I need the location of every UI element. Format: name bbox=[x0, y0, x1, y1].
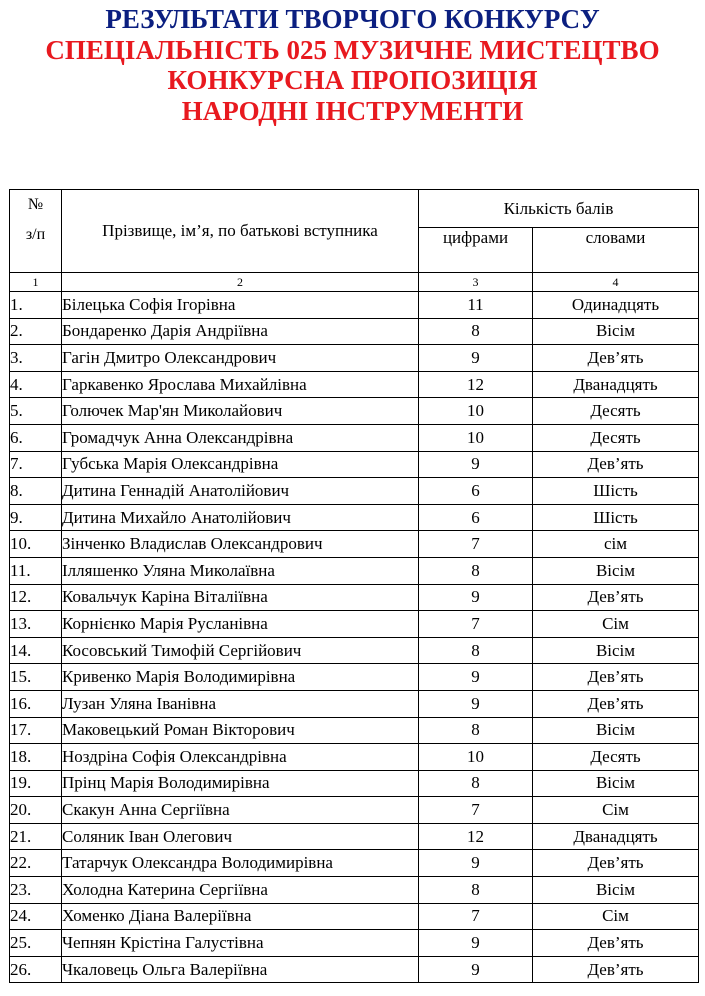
column-header-name: Прізвище, ім’я, по батькові вступника bbox=[62, 190, 419, 273]
row-name-cell: Голючек Мар'ян Миколайович bbox=[62, 398, 419, 425]
row-name-cell: Дитина Геннадій Анатолійович bbox=[62, 478, 419, 505]
table-row bbox=[10, 531, 699, 558]
title-specialty: СПЕЦІАЛЬНІСТЬ 025 МУЗИЧНЕ МИСТЕЦТВО bbox=[45, 34, 660, 65]
row-score-digits-cell: 9 bbox=[419, 584, 533, 611]
row-name-cell: Дитина Михайло Анатолійович bbox=[62, 504, 419, 531]
row-number-cell: 10. bbox=[10, 531, 62, 558]
row-score-digits-cell: 9 bbox=[419, 850, 533, 877]
row-score-words-cell: Дев’ять bbox=[533, 956, 699, 983]
row-name-cell: Чепнян Крістіна Галустівна bbox=[62, 930, 419, 957]
row-name-cell: Громадчук Анна Олександрівна bbox=[62, 424, 419, 451]
row-number-cell: 7. bbox=[10, 451, 62, 478]
table-row bbox=[10, 770, 699, 797]
row-name-cell: Кривенко Марія Володимирівна bbox=[62, 664, 419, 691]
table-row bbox=[10, 424, 699, 451]
row-score-digits-cell: 10 bbox=[419, 744, 533, 771]
row-name-cell: Губська Марія Олександрівна bbox=[62, 451, 419, 478]
row-number-cell: 20. bbox=[10, 797, 62, 824]
row-score-digits-cell: 7 bbox=[419, 611, 533, 638]
row-score-words-cell: Вісім bbox=[533, 318, 699, 345]
column-header-number bbox=[10, 190, 62, 273]
row-score-digits-cell: 10 bbox=[419, 398, 533, 425]
row-number-cell: 14. bbox=[10, 637, 62, 664]
row-name-cell: Гаркавенко Ярослава Михайлівна bbox=[62, 371, 419, 398]
row-score-words-cell: Сім bbox=[533, 903, 699, 930]
column-header-number-abbr: з/п bbox=[25, 226, 46, 243]
table-row bbox=[10, 345, 699, 372]
row-number-cell: 1. bbox=[10, 292, 62, 319]
row-name-cell: Зінченко Владислав Олександрович bbox=[62, 531, 419, 558]
row-name-cell: Хоменко Діана Валеріївна bbox=[62, 903, 419, 930]
table-row bbox=[10, 930, 699, 957]
row-score-digits-cell: 9 bbox=[419, 345, 533, 372]
row-score-words-cell: Дев’ять bbox=[533, 345, 699, 372]
row-score-words-cell: Сім bbox=[533, 797, 699, 824]
row-score-digits-cell: 9 bbox=[419, 451, 533, 478]
row-name-cell: Ковальчук Каріна Віталіївна bbox=[62, 584, 419, 611]
table-row bbox=[10, 956, 699, 983]
table-row bbox=[10, 557, 699, 584]
title-proposal: КОНКУРСНА ПРОПОЗИЦІЯ bbox=[167, 65, 538, 95]
title-results: РЕЗУЛЬТАТИ ТВОРЧОГО КОНКУРСУ bbox=[105, 4, 600, 34]
row-score-words-cell: Дев’ять bbox=[533, 451, 699, 478]
row-name-cell: Маковецький Роман Вікторович bbox=[62, 717, 419, 744]
row-number-cell: 24. bbox=[10, 903, 62, 930]
row-score-words-cell: Дванадцять bbox=[533, 823, 699, 850]
table-row bbox=[10, 318, 699, 345]
row-name-cell: Чкаловець Ольга Валеріївна bbox=[62, 956, 419, 983]
table-row bbox=[10, 797, 699, 824]
table-row bbox=[10, 398, 699, 425]
row-score-words-cell: Шість bbox=[533, 478, 699, 505]
row-number-cell: 12. bbox=[10, 584, 62, 611]
row-score-words-cell: Одинадцять bbox=[533, 292, 699, 319]
row-score-words-cell: Вісім bbox=[533, 637, 699, 664]
row-number-cell: 13. bbox=[10, 611, 62, 638]
row-number-cell: 21. bbox=[10, 823, 62, 850]
row-score-words-cell: Вісім bbox=[533, 877, 699, 904]
table-body bbox=[10, 273, 699, 983]
row-name-cell: Гагін Дмитро Олександрович bbox=[62, 345, 419, 372]
row-score-words-cell: Дев’ять bbox=[533, 664, 699, 691]
column-index-row bbox=[10, 273, 699, 292]
row-number-cell: 25. bbox=[10, 930, 62, 957]
table-row bbox=[10, 744, 699, 771]
row-score-words-cell: Вісім bbox=[533, 717, 699, 744]
table-row bbox=[10, 690, 699, 717]
row-score-words-cell: Десять bbox=[533, 424, 699, 451]
row-score-digits-cell: 10 bbox=[419, 424, 533, 451]
row-name-cell: Прінц Марія Володимирівна bbox=[62, 770, 419, 797]
row-name-cell: Ноздріна Софія Олександрівна bbox=[62, 744, 419, 771]
row-score-digits-cell: 8 bbox=[419, 318, 533, 345]
row-name-cell: Скакун Анна Сергіївна bbox=[62, 797, 419, 824]
row-number-cell: 17. bbox=[10, 717, 62, 744]
column-header-score-group: Кількість балів bbox=[419, 190, 699, 228]
row-score-digits-cell: 9 bbox=[419, 930, 533, 957]
results-table bbox=[9, 189, 699, 983]
row-number-cell: 15. bbox=[10, 664, 62, 691]
row-score-digits-cell: 11 bbox=[419, 292, 533, 319]
row-name-cell: Корнієнко Марія Русланівна bbox=[62, 611, 419, 638]
row-score-digits-cell: 12 bbox=[419, 823, 533, 850]
column-header-digits: цифрами bbox=[419, 228, 533, 273]
title-instruments: НАРОДНІ ІНСТРУМЕНТИ bbox=[181, 95, 524, 126]
table-row bbox=[10, 877, 699, 904]
column-index-cell: 4 bbox=[533, 273, 699, 292]
row-score-digits-cell: 7 bbox=[419, 531, 533, 558]
row-score-digits-cell: 6 bbox=[419, 504, 533, 531]
column-header-words: словами bbox=[533, 228, 699, 273]
column-header-number-symbol: № bbox=[27, 196, 44, 213]
row-name-cell: Холодна Катерина Сергіївна bbox=[62, 877, 419, 904]
row-score-digits-cell: 9 bbox=[419, 690, 533, 717]
row-number-cell: 11. bbox=[10, 557, 62, 584]
column-index-cell: 3 bbox=[419, 273, 533, 292]
table-row bbox=[10, 637, 699, 664]
row-number-cell: 6. bbox=[10, 424, 62, 451]
row-number-cell: 4. bbox=[10, 371, 62, 398]
row-name-cell: Косовський Тимофій Сергійович bbox=[62, 637, 419, 664]
table-row bbox=[10, 717, 699, 744]
table-row bbox=[10, 823, 699, 850]
table-row bbox=[10, 903, 699, 930]
row-number-cell: 26. bbox=[10, 956, 62, 983]
row-score-words-cell: Вісім bbox=[533, 770, 699, 797]
row-number-cell: 23. bbox=[10, 877, 62, 904]
row-score-digits-cell: 9 bbox=[419, 956, 533, 983]
row-score-words-cell: Дев’ять bbox=[533, 584, 699, 611]
row-score-words-cell: Сім bbox=[533, 611, 699, 638]
page-heading bbox=[0, 4, 705, 126]
row-score-words-cell: Дванадцять bbox=[533, 371, 699, 398]
row-score-digits-cell: 8 bbox=[419, 637, 533, 664]
row-score-digits-cell: 6 bbox=[419, 478, 533, 505]
row-score-words-cell: Дев’ять bbox=[533, 930, 699, 957]
row-score-digits-cell: 8 bbox=[419, 877, 533, 904]
row-score-words-cell: Шість bbox=[533, 504, 699, 531]
row-name-cell: Ілляшенко Уляна Миколаївна bbox=[62, 557, 419, 584]
row-number-cell: 5. bbox=[10, 398, 62, 425]
row-score-words-cell: Вісім bbox=[533, 557, 699, 584]
row-number-cell: 16. bbox=[10, 690, 62, 717]
row-score-digits-cell: 8 bbox=[419, 557, 533, 584]
row-score-words-cell: Десять bbox=[533, 398, 699, 425]
row-score-digits-cell: 7 bbox=[419, 903, 533, 930]
row-name-cell: Лузан Уляна Іванівна bbox=[62, 690, 419, 717]
row-number-cell: 19. bbox=[10, 770, 62, 797]
table-header-row bbox=[10, 190, 699, 228]
table-row bbox=[10, 478, 699, 505]
table-row bbox=[10, 664, 699, 691]
column-index-cell: 1 bbox=[10, 273, 62, 292]
row-score-words-cell: Десять bbox=[533, 744, 699, 771]
row-score-digits-cell: 8 bbox=[419, 770, 533, 797]
row-score-words-cell: Дев’ять bbox=[533, 850, 699, 877]
row-number-cell: 18. bbox=[10, 744, 62, 771]
row-name-cell: Татарчук Олександра Володимирівна bbox=[62, 850, 419, 877]
table-row bbox=[10, 584, 699, 611]
row-score-digits-cell: 12 bbox=[419, 371, 533, 398]
row-score-digits-cell: 7 bbox=[419, 797, 533, 824]
row-number-cell: 3. bbox=[10, 345, 62, 372]
table-row bbox=[10, 611, 699, 638]
row-score-digits-cell: 9 bbox=[419, 664, 533, 691]
row-score-words-cell: сім bbox=[533, 531, 699, 558]
column-index-cell: 2 bbox=[62, 273, 419, 292]
row-number-cell: 9. bbox=[10, 504, 62, 531]
table-row bbox=[10, 850, 699, 877]
row-name-cell: Бондаренко Дарія Андріївна bbox=[62, 318, 419, 345]
row-name-cell: Соляник Іван Олегович bbox=[62, 823, 419, 850]
table-row bbox=[10, 451, 699, 478]
table-row bbox=[10, 504, 699, 531]
row-number-cell: 22. bbox=[10, 850, 62, 877]
row-name-cell: Білецька Софія Ігорівна bbox=[62, 292, 419, 319]
row-score-words-cell: Дев’ять bbox=[533, 690, 699, 717]
row-score-digits-cell: 8 bbox=[419, 717, 533, 744]
table-row bbox=[10, 292, 699, 319]
table-row bbox=[10, 371, 699, 398]
row-number-cell: 2. bbox=[10, 318, 62, 345]
row-number-cell: 8. bbox=[10, 478, 62, 505]
